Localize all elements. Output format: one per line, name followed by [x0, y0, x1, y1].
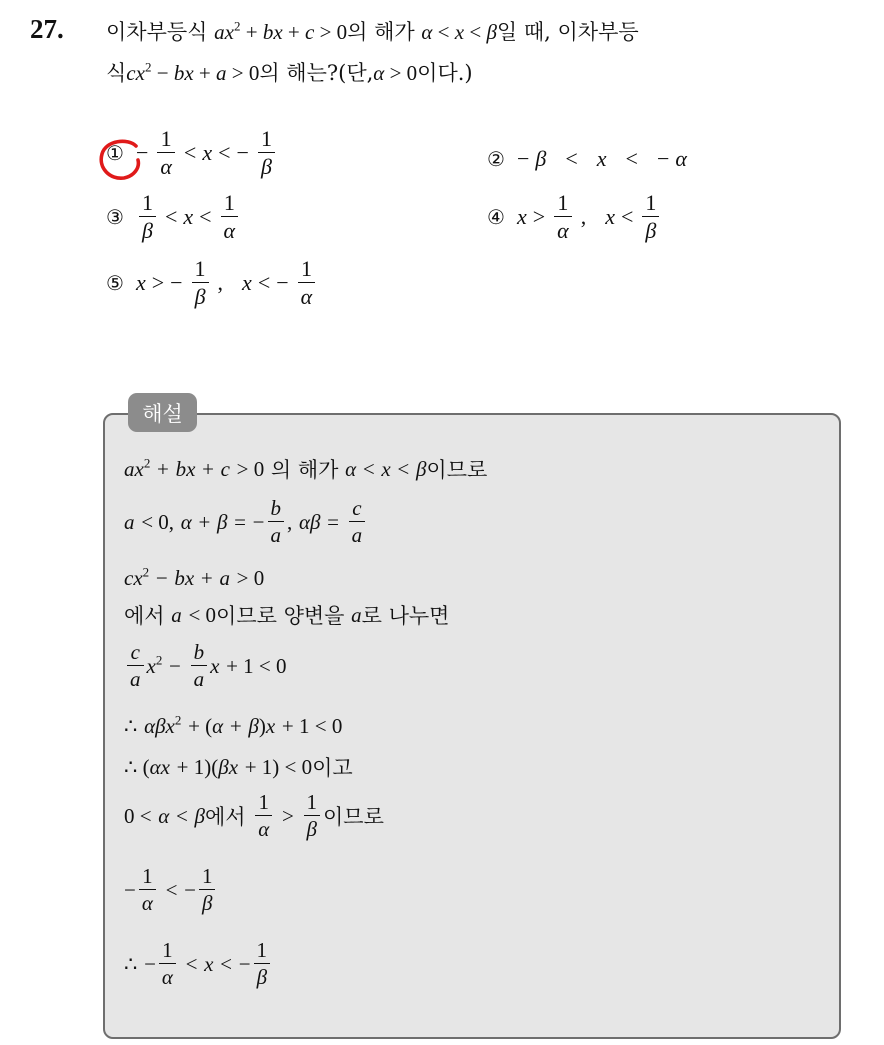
solution-line-2: a < 0, α + β = − $\frac{b}{a}$ , αβ = $\frac{c}{a}$: [124, 498, 368, 546]
solution-line-4: 에서 a < 0 이므로 양변을 a 로 나누면: [124, 602, 450, 628]
choice-2[interactable]: ② − β < x < − α: [487, 146, 687, 171]
solution-line-3: $cx^2$ − bx + a > 0: [124, 564, 265, 590]
solution-line-9: − $\frac{1}{\alpha}$ < − $\frac{1}{\beta}$: [124, 866, 218, 914]
answer-circle-mark: [98, 138, 144, 182]
question-number: 27.: [30, 14, 64, 44]
choice-4[interactable]: ④ x > $\frac{1}{\alpha}$ , x < $\frac{1}{\beta}$: [487, 192, 662, 242]
solution-tag: 해설: [128, 393, 197, 432]
question-line-1: 이차부등식 $ax^2$ + bx + c > 0의 해가 α < x < β일 때, 이차부등: [106, 18, 639, 44]
question-line-2: 식$cx^2$ − bx + a > 0의 해는?(단,α > 0이다.): [106, 59, 473, 85]
choice-1-number: ①: [106, 141, 124, 165]
solution-line-8: 0 < α < β 에서 $\frac{1}{\alpha}$ > $\frac{1}{\beta}$ 이므로: [124, 790, 384, 841]
choice-2-number: ②: [487, 147, 505, 171]
choice-5[interactable]: ⑤ x > − $\frac{1}{\beta}$ , x < − $\frac{1}{\alpha}$: [106, 258, 318, 308]
choice-4-number: ④: [487, 205, 505, 229]
choice-3-number: ③: [106, 205, 124, 229]
solution-line-5: $\frac{c}{a}$ $x^2$ − $\frac{b}{a}$ x + 1 < 0: [124, 642, 287, 690]
choice-3[interactable]: ③ $\frac{1}{\beta}$ < x < $\frac{1}{\alpha}$: [106, 192, 241, 242]
solution-line-6: ∴ αβx$^2$ + ( α + β ) x + 1 < 0: [124, 712, 343, 738]
solution-line-7: ∴ ( αx + 1)( βx + 1) < 0 이고: [124, 754, 353, 780]
choice-1[interactable]: ① − $\frac{1}{\alpha}$ < x < − $\frac{1}{\beta}$: [106, 128, 278, 178]
solution-line-10: ∴ − $\frac{1}{\alpha}$ < x < − $\frac{1}{\beta}$: [124, 940, 273, 988]
solution-line-1: $ax^2$ + bx + c > 0 의 해가 α < x < β 이므로: [124, 455, 488, 482]
choice-5-number: ⑤: [106, 271, 124, 295]
